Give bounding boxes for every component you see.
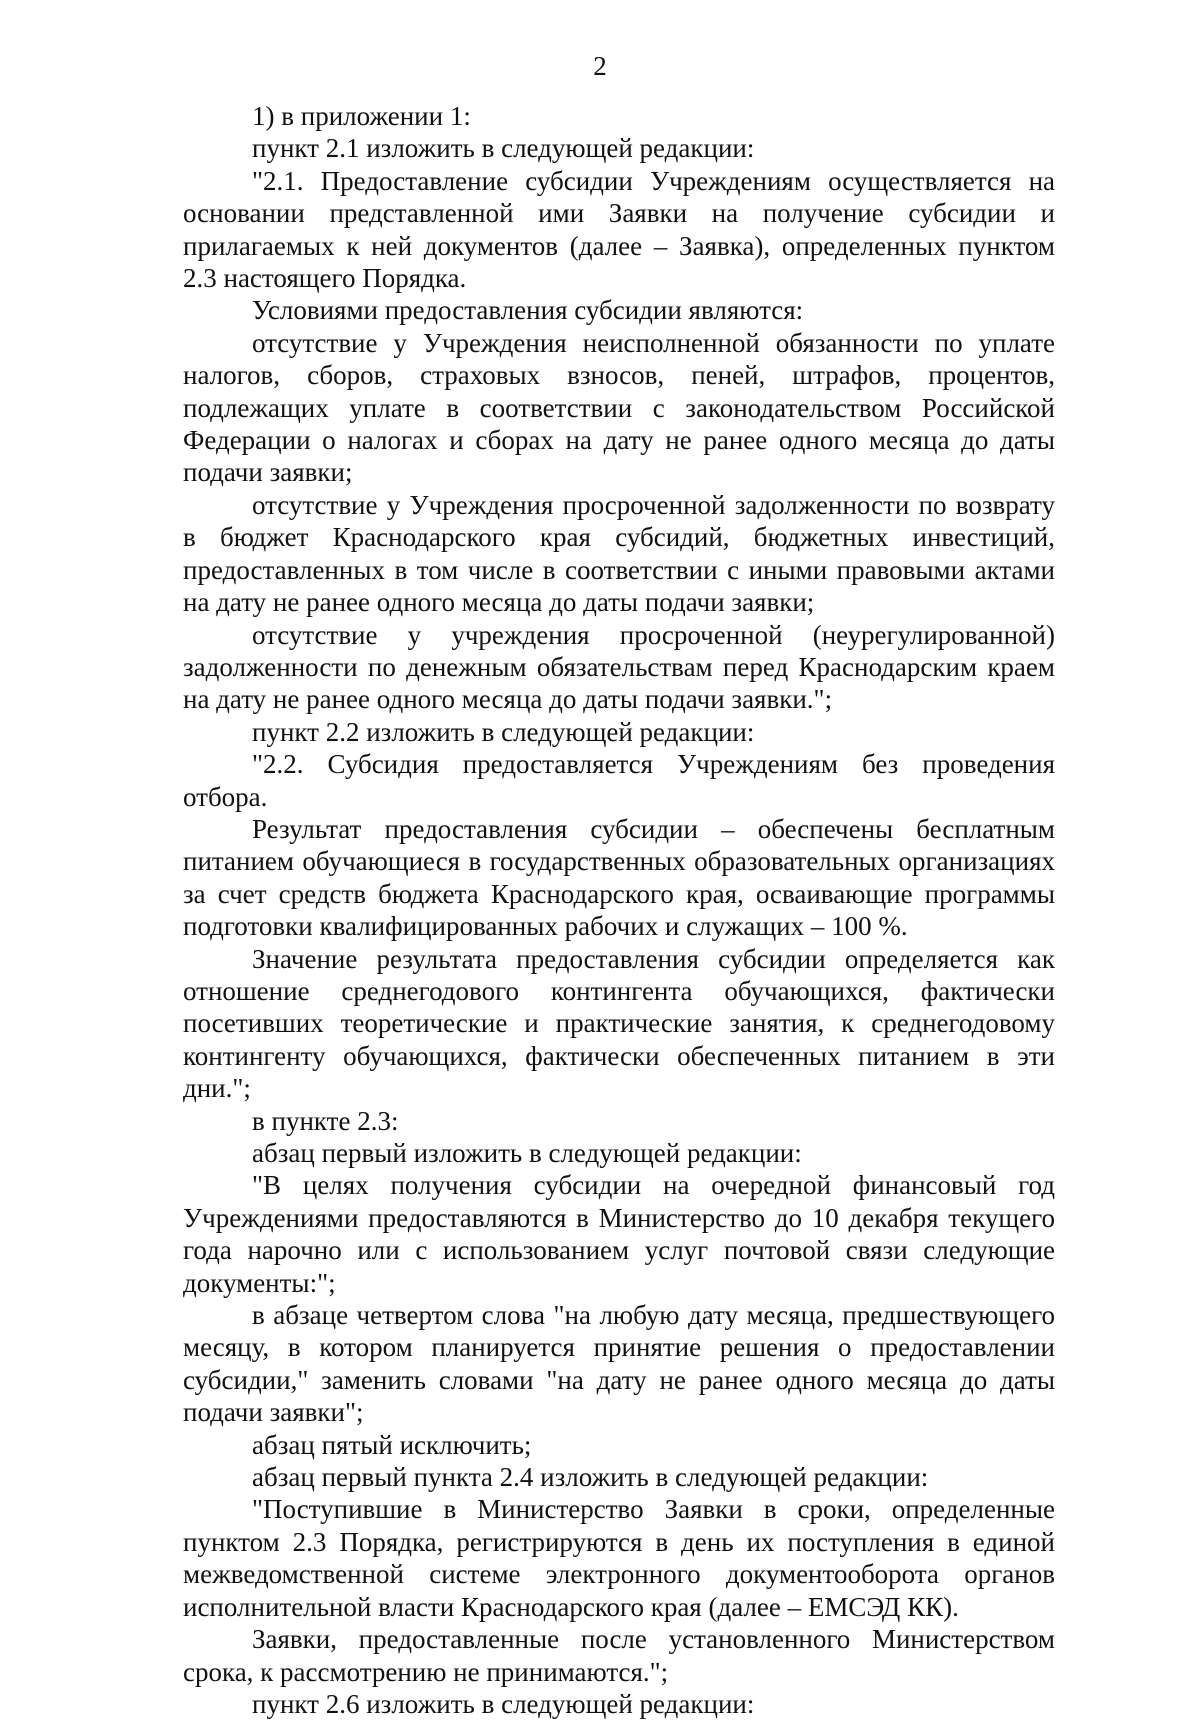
- paragraph-subsidy-result: Результат предоставления субсидии – обеспечены бесплатным питанием обучающиеся в государственных образовательных организациях за счет средств бюджета Краснодарского края, осваивающие программы подготовки квалифицированных рабочих и служащих – 100 %.: [183, 813, 1055, 942]
- paragraph-item-2-2-text: "2.2. Субсидия предоставляется Учреждениям без проведения отбора.: [183, 749, 1055, 812]
- paragraph-first-abzac-text: "В целях получения субсидии на очередной финансовый год Учреждениями предоставляются в Министерство до 10 декабря текущего года нарочно или с использованием услуг почтовой связи следующие документы:";: [183, 1170, 1055, 1298]
- paragraph-item-2-1-intro: пункт 2.1 изложить в следующей редакции:: [252, 133, 755, 164]
- paragraph-fourth-abzac: в абзаце четвертом слова "на любую дату месяца, предшествующего месяцу, в котором планируется принятие решения о предоставлении субсидии," заменить словами "на дату не ранее одного месяца до даты подачи заявки";: [183, 1300, 1055, 1428]
- paragraph-item-2-6-intro: пункт 2.6 изложить в следующей редакции:: [252, 1688, 755, 1719]
- paragraph-late-applications: Заявки, предоставленные после установленного Министерством срока, к рассмотрению не принимаются.";: [183, 1624, 1055, 1687]
- page-number: 2: [593, 51, 607, 81]
- paragraph-item-2-4-intro: абзац первый пункта 2.4 изложить в следующей редакции:: [252, 1462, 929, 1493]
- paragraph-condition-taxes: отсутствие у Учреждения неисполненной обязанности по уплате налогов, сборов, страховых взносов, пеней, штрафов, процентов, подлежащих уплате в соответствии с законодательством Российской Федерации о налогах и сборах на дату не ранее одного месяца до даты подачи заявки;: [183, 327, 1055, 488]
- paragraph-item-2-4-text: "Поступившие в Министерство Заявки в сроки, определенные пунктом 2.3 Порядка, регистрируются в день их поступления в единой межведомственной системе электронного документооборота органов исполнительной власти Краснодарского края (далее – ЕМСЭД КК).: [183, 1494, 1055, 1622]
- paragraph-appendix-1: 1) в приложении 1:: [252, 101, 471, 131]
- paragraph-conditions-heading: Условиями предоставления субсидии являются:: [252, 295, 804, 326]
- paragraph-condition-monetary-debt: отсутствие у учреждения просроченной (неурегулированной) задолженности по денежным обязательствам перед Краснодарским краем на дату не ранее одного месяца до даты подачи заявки.";: [183, 619, 1055, 715]
- paragraph-first-abzac-intro: абзац первый изложить в следующей редакции:: [252, 1138, 802, 1168]
- document-body: [183, 100, 1055, 1720]
- paragraph-fifth-abzac: абзац пятый исключить;: [252, 1429, 532, 1460]
- paragraph-item-2-2-intro: пункт 2.2 изложить в следующей редакции:: [252, 716, 755, 747]
- paragraph-item-2-1-text: "2.1. Предоставление субсидии Учреждениям осуществляется на основании представленной ими Заявки на получение субсидии и прилагаемых к ней документов (далее – Заявка), определенных пунктом 2.3 настоящего Порядка.: [183, 165, 1055, 294]
- paragraph-item-2-3-intro: в пункте 2.3:: [252, 1105, 399, 1136]
- paragraph-condition-budget-debt: отсутствие у Учреждения просроченной задолженности по возврату в бюджет Краснодарского края субсидий, бюджетных инвестиций, предоставленных в том числе в соответствии с иными правовыми актами на дату не ранее одного месяца до даты подачи заявки;: [183, 489, 1055, 618]
- paragraph-result-value: Значение результата предоставления субсидии определяется как отношение среднегодового контингента обучающихся, фактически посетивших теоретические и практические занятия, к среднегодовому контингенту обучающихся, фактически обеспеченных питанием в эти дни.";: [183, 943, 1055, 1104]
